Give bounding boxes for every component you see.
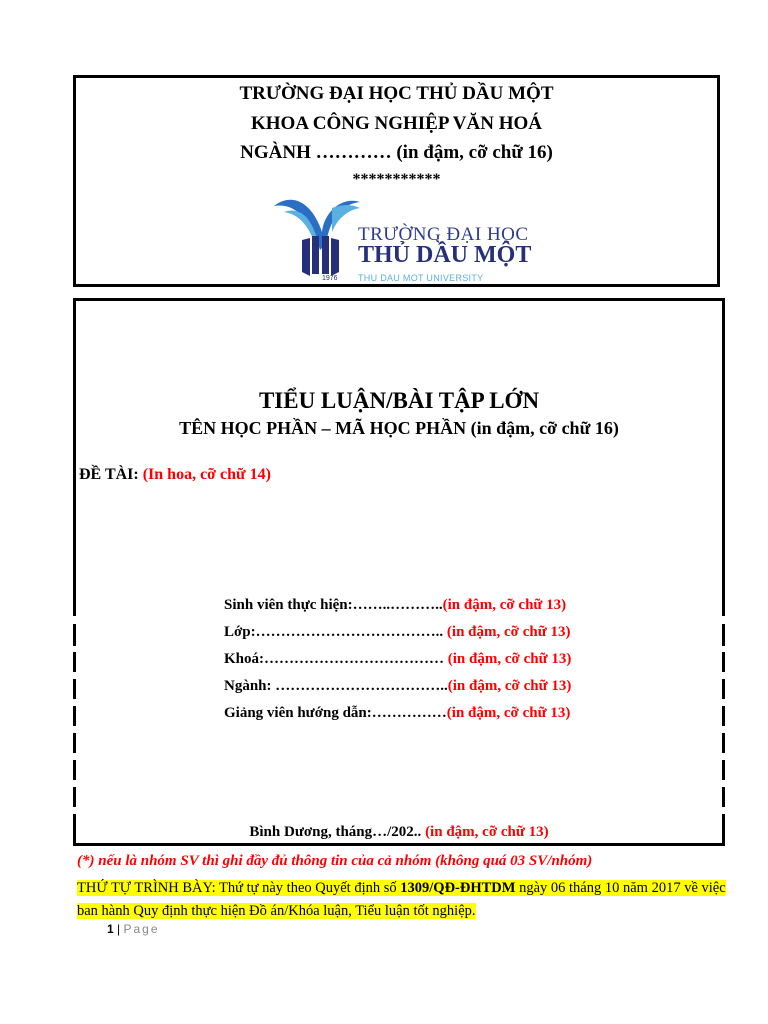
place-date-text: Bình Dương, tháng…/202.. bbox=[249, 824, 426, 840]
footer-separator: | bbox=[117, 922, 121, 936]
topic-line bbox=[79, 466, 271, 484]
info-label: Sinh viên thực hiện:……..……….. bbox=[224, 597, 443, 613]
topic-hint: (In hoa, cỡ chữ 14) bbox=[142, 466, 271, 483]
page-word: Page bbox=[123, 922, 160, 936]
university-name: TRƯỜNG ĐẠI HỌC THỦ DẦU MỘT bbox=[239, 83, 554, 104]
info-hint: (in đậm, cỡ chữ 13) bbox=[447, 651, 572, 667]
order-text-2: ngày 06 tháng 10 năm 2017 về việc ban hành Quy định thực hiện Đồ án/Khóa luận, Tiểu luận tốt nghiệp. bbox=[77, 880, 726, 919]
info-label: Giảng viên hướng dẫn:…………… bbox=[224, 705, 447, 721]
decision-number: 1309/QĐ-ĐHTDM bbox=[400, 880, 516, 896]
info-class bbox=[224, 624, 570, 641]
left-border-dash bbox=[73, 652, 76, 672]
left-border-dash bbox=[73, 679, 76, 699]
logo-text-line2: THỦ DẦU MỘT bbox=[358, 242, 532, 268]
info-hint: (in đậm, cỡ chữ 13) bbox=[447, 678, 572, 694]
stars-divider: *********** bbox=[352, 171, 441, 188]
logo-text-line3: THU DAU MOT UNIVERSITY bbox=[358, 273, 484, 283]
right-border-dash bbox=[722, 679, 725, 699]
info-label: Lớp:……………………………….. bbox=[224, 624, 447, 640]
right-border-dash bbox=[722, 652, 725, 672]
place-date-line bbox=[73, 824, 725, 841]
major-line: NGÀNH ………… (in đậm, cỡ chữ 16) bbox=[240, 142, 553, 163]
right-border-dash bbox=[722, 787, 725, 807]
logo-year: 1976 bbox=[322, 275, 338, 282]
order-text-1: Thứ tự này theo Quyết định số bbox=[219, 880, 401, 896]
university-logo bbox=[272, 192, 532, 286]
info-supervisor bbox=[224, 705, 570, 722]
logo-text-line1: TRƯỜNG ĐẠI HỌC bbox=[358, 224, 529, 245]
right-border-dash bbox=[722, 624, 725, 646]
left-border-dash bbox=[73, 760, 76, 780]
page-number: 1 bbox=[107, 922, 114, 936]
presentation-order-paragraph bbox=[77, 877, 727, 923]
document-title: TIỂU LUẬN/BÀI TẬP LỚN bbox=[258, 388, 540, 413]
right-border-dash bbox=[722, 760, 725, 780]
faculty-name: KHOA CÔNG NGHIỆP VĂN HOÁ bbox=[250, 113, 542, 134]
left-border-dash bbox=[73, 624, 76, 646]
topic-label: ĐỀ TÀI: bbox=[79, 466, 143, 483]
info-label: Khoá:……………………………… bbox=[224, 651, 448, 667]
right-border-dash bbox=[722, 706, 725, 726]
left-border-dash bbox=[73, 733, 76, 753]
info-label: Ngành: …………………………….. bbox=[224, 678, 448, 694]
order-lead: THỨ TỰ TRÌNH BÀY: bbox=[77, 880, 220, 896]
group-note: (*) nếu là nhóm SV thì ghi đầy đủ thông tin của cả nhóm (không quá 03 SV/nhóm) bbox=[77, 853, 593, 869]
left-border-dash bbox=[73, 706, 76, 726]
right-border-dash bbox=[722, 733, 725, 753]
left-border bbox=[73, 301, 76, 616]
left-border-dash bbox=[73, 787, 76, 807]
info-major bbox=[224, 678, 571, 695]
info-hint: (in đậm, cỡ chữ 13) bbox=[446, 705, 571, 721]
course-name-line: TÊN HỌC PHẦN – MÃ HỌC PHẦN (in đậm, cỡ chữ 16) bbox=[179, 418, 619, 438]
page-footer bbox=[107, 922, 160, 936]
logo-emblem-icon bbox=[272, 192, 362, 286]
right-border bbox=[722, 301, 725, 616]
info-hint: (in đậm, cỡ chữ 13) bbox=[442, 597, 567, 613]
cover-box bbox=[73, 298, 725, 846]
info-cohort bbox=[224, 651, 571, 668]
info-hint: (in đậm, cỡ chữ 13) bbox=[446, 624, 571, 640]
place-date-hint: (in đậm, cỡ chữ 13) bbox=[425, 824, 549, 840]
info-student bbox=[224, 597, 566, 614]
